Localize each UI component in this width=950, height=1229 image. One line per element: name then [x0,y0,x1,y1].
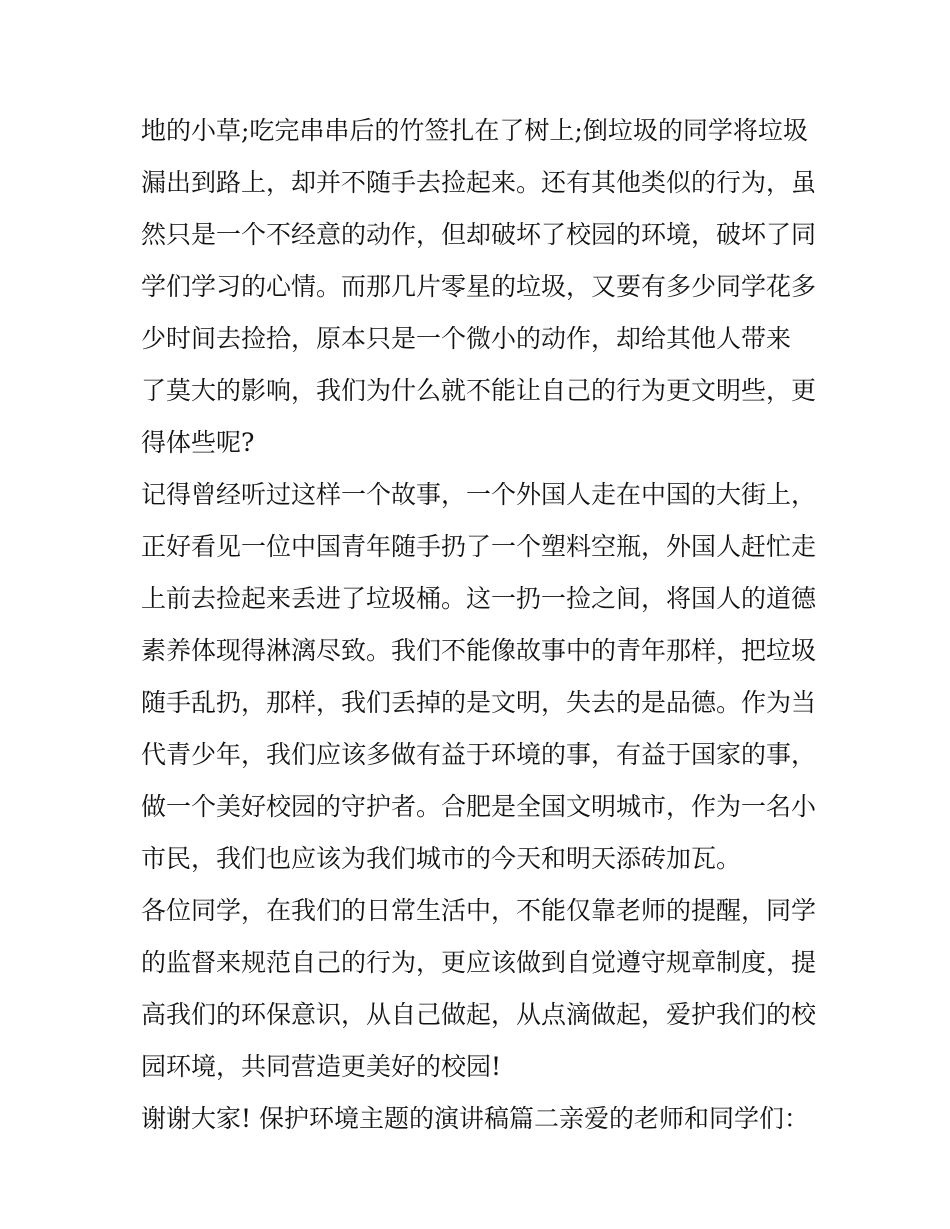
text-line: 市民，我们也应该为我们城市的今天和明天添砖加瓦。 [141,844,742,873]
text-line: 素养体现得淋漓尽致。我们不能像故事中的青年那样，把垃圾 [141,636,817,665]
text-line: 园环境，共同营造更美好的校园! [141,1052,502,1081]
text-line: 随手乱扔，那样，我们丢掉的是文明，失去的是品德。作为当 [141,688,817,717]
text-line: 学们学习的心情。而那几片零星的垃圾，又要有多少同学花多 [141,272,817,301]
text-line: 谢谢大家! 保护环境主题的演讲稿篇二亲爱的老师和同学们： [141,1104,809,1133]
text-line: 了莫大的影响，我们为什么就不能让自己的行为更文明些，更 [141,376,817,405]
text-line: 做一个美好校园的守护者。合肥是全国文明城市，作为一名小 [141,792,817,821]
text-line: 高我们的环保意识，从自己做起，从点滴做起，爱护我们的校 [141,1000,817,1029]
text-line: 各位同学，在我们的日常生活中，不能仅靠老师的提醒，同学 [141,896,817,925]
text-line: 的监督来规范自己的行为，更应该做到自觉遵守规章制度，提 [141,948,817,977]
text-line: 上前去捡起来丢进了垃圾桶。这一扔一捡之间，将国人的道德 [141,584,817,613]
text-line: 得体些呢? [141,428,255,457]
text-line: 记得曾经听过这样一个故事，一个外国人走在中国的大街上， [141,480,817,509]
text-line: 然只是一个不经意的动作，但却破坏了校园的环境，破坏了同 [141,220,817,249]
text-line: 代青少年，我们应该多做有益于环境的事，有益于国家的事， [141,740,817,769]
text-line: 地的小草;吃完串串后的竹签扎在了树上;倒垃圾的同学将垃圾 [141,116,808,145]
text-line: 少时间去捡拾，原本只是一个微小的动作，却给其他人带来 [141,324,792,353]
text-line: 正好看见一位中国青年随手扔了一个塑料空瓶，外国人赶忙走 [141,532,817,561]
text-line: 漏出到路上，却并不随手去捡起来。还有其他类似的行为，虽 [141,168,817,197]
